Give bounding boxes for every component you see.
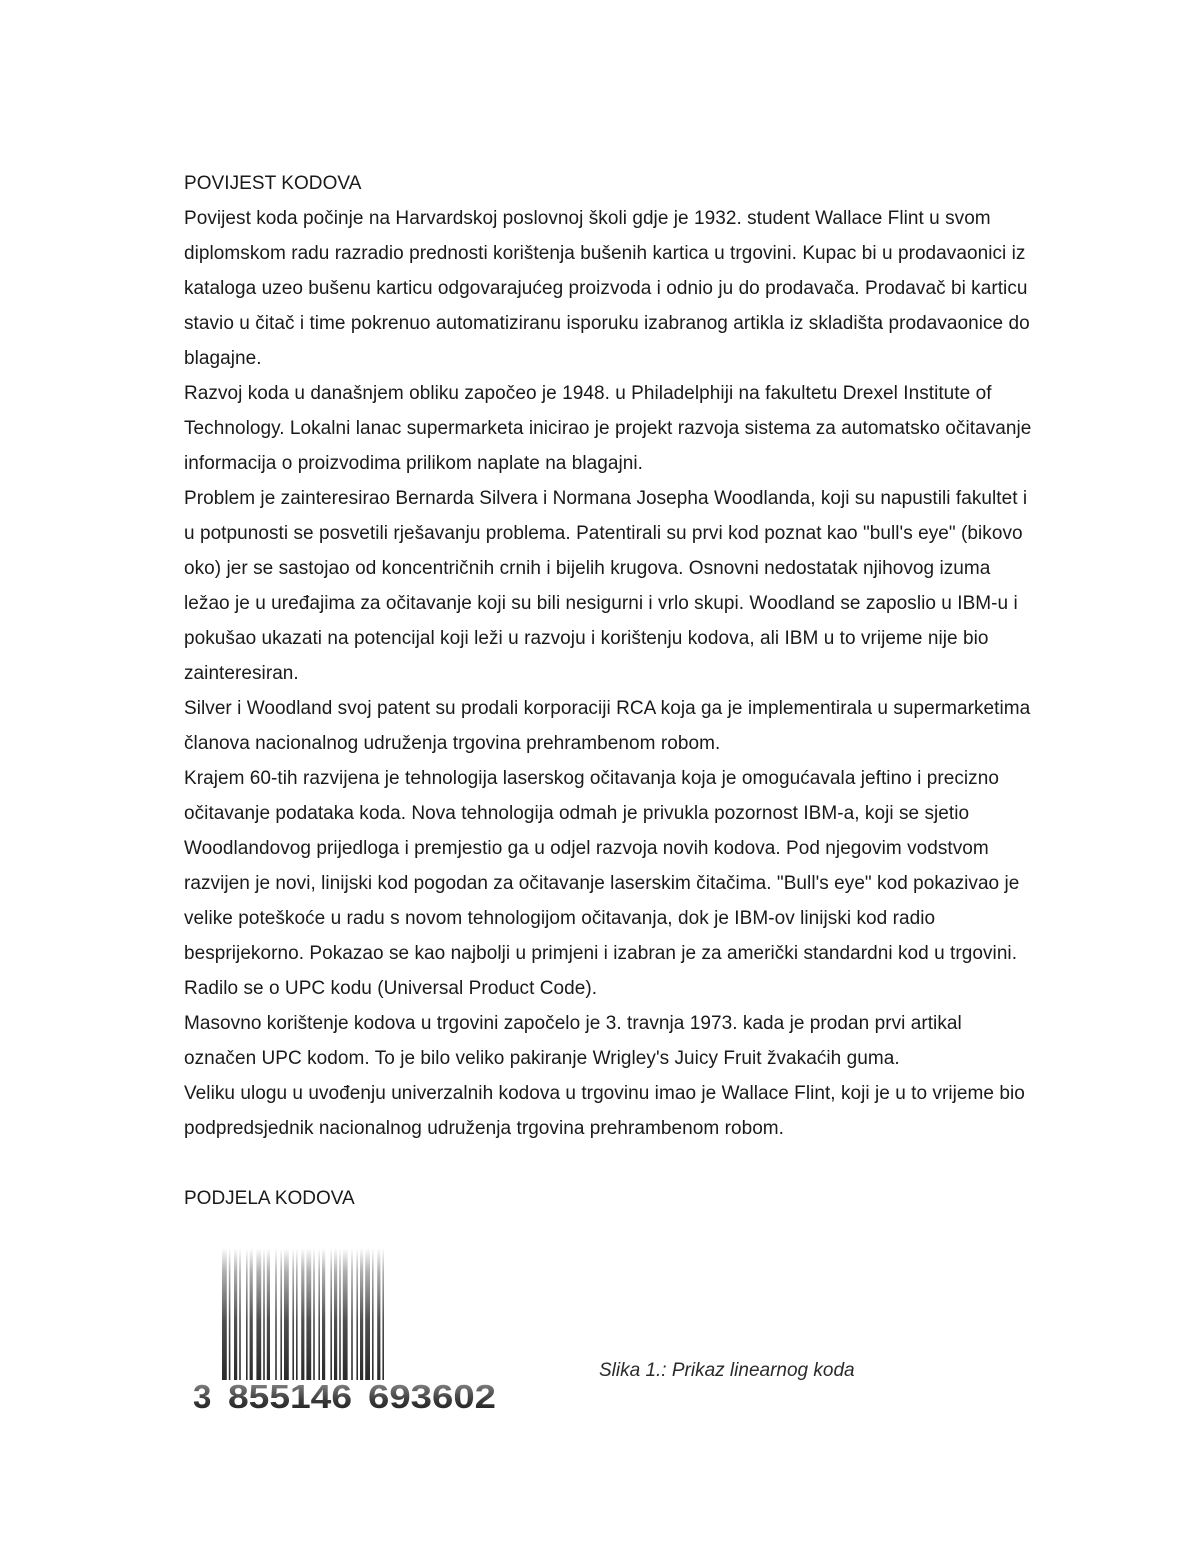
barcode-digits-right: 693602 [368,1378,496,1415]
paragraph-7: Veliku ulogu u uvođenju univerzalnih kodova u trgovinu imao je Wallace Flint, koji je u to vrijeme bio podpredsjednik nacionalnog udruženja trgovina prehrambenom robom. [184,1083,1025,1139]
barcode-bar [334,1248,337,1380]
barcode-bar [377,1248,380,1380]
text-body [184,166,1034,1146]
barcode-bar [275,1248,277,1380]
barcode-bar [306,1248,311,1380]
paragraph-5: Krajem 60-tih razvijena je tehnologija laserskog očitavanja koja je omogućavala jeftino i precizno očitavanje podataka koda. Nova tehnologija odmah je privukla pozornost IBM-a, koji se sjetio Woodlandovog prijedloga i premjestio ga u odjel razvoja novih kodova. Pod njegovim vodstvom razvijen je novi, linijski kod pogodan za očitavanje laserskim čitačima. "Bull's eye" kod pokazivao je velike poteškoće u radu s novom tehnologijom očitavanja, dok je IBM-ov linijski kod radio besprijekorno. Pokazao se kao najbolji u primjeni i izabran je za američki standardni kod u trgovini. Radilo se o UPC kodu (Universal Product Code). [184,768,1020,999]
barcode-bar [239,1248,241,1380]
barcode-bar [360,1248,363,1380]
barcode-image [190,1248,502,1418]
section-heading-history: POVIJEST KODOVA [184,173,362,194]
paragraph-4: Silver i Woodland svoj patent su prodali korporaciji RCA koja ga je implementirala u supermarketima članova nacionalnog udruženja trgovina prehrambenom robom. [184,698,1031,754]
paragraph-3: Problem je zainteresirao Bernarda Silvera i Normana Josepha Woodlanda, koji su napustili fakultet i u potpunosti se posvetili rješavanju problema. Patentirali su prvi kod poznat kao "bull's eye" (bikovo oko) jer se sastojao od koncentričnih crnih i bijelih krugova. Osnovni nedostatak njihovog izuma ležao je u uređajima za očitavanje koji su bili nesigurni i vrlo skupi. Woodland se zaposlio u IBM-u i pokušao ukazati na potencijal koji leži u razvoju i korištenju kodova, ali IBM u to vrijeme nije bio zainteresiran. [184,488,1028,684]
paragraph-6: Masovno korištenje kodova u trgovini započelo je 3. travnja 1973. kada je prodan prvi artikal označen UPC kodom. To je bilo veliko pakiranje Wrigley's Juicy Fruit žvakaćih guma. [184,1013,962,1069]
barcode-bar [372,1248,374,1380]
barcode-bar [365,1248,370,1380]
barcode-bars [222,1248,384,1380]
barcode-bar [351,1248,353,1380]
barcode-bar [356,1248,358,1380]
barcode-bar [339,1248,341,1380]
section-heading-classification: PODJELA KODOVA [184,1188,355,1209]
barcode-bar [343,1248,348,1380]
paragraph-1: Povijest koda počinje na Harvardskoj poslovnoj školi gdje je 1932. student Wallace Flint u svom diplomskom radu razradio prednosti korištenja bušenih kartica u trgovini. Kupac bi u prodavaonici iz kataloga uzeo bušenu karticu odgovarajućeg proizvoda i odnio ju do prodavača. Prodavač bi karticu stavio u čitač i time pokrenuo automatiziranu isporuku izabranog artikla iz skladišta prodavaonice do blagajne. [184,208,1030,369]
barcode-bar [256,1248,261,1380]
barcode-bar [301,1248,304,1380]
barcode-bar [246,1248,248,1380]
paragraph-2: Razvoj koda u današnjem obliku započeo je 1948. u Philadelphiji na fakultetu Drexel Institute of Technology. Lokalni lanac supermarketa inicirao je projekt razvoja sistema za automatsko očitavanje informacija o proizvodima prilikom naplate na blagajni. [184,383,1032,474]
barcode-bar [330,1248,332,1380]
barcode-bar [382,1248,384,1380]
barcode-bar [280,1248,282,1380]
barcode-bar [284,1248,289,1380]
figure-caption: Slika 1.: Prikaz linearnog koda [599,1360,855,1381]
barcode-bar [263,1248,265,1380]
barcode-bar [313,1248,315,1380]
barcode-bar [229,1248,231,1380]
barcode-bar [234,1248,237,1380]
barcode-bar [296,1248,298,1380]
barcode-bar [267,1248,270,1380]
barcode-bar [222,1248,227,1380]
barcode-digit-left: 3 [193,1378,212,1415]
barcode-bar [250,1248,253,1380]
barcode-digits-mid: 855146 [228,1378,352,1415]
barcode-bar [292,1248,294,1380]
barcode-bar [318,1248,320,1380]
barcode-bar [322,1248,325,1380]
